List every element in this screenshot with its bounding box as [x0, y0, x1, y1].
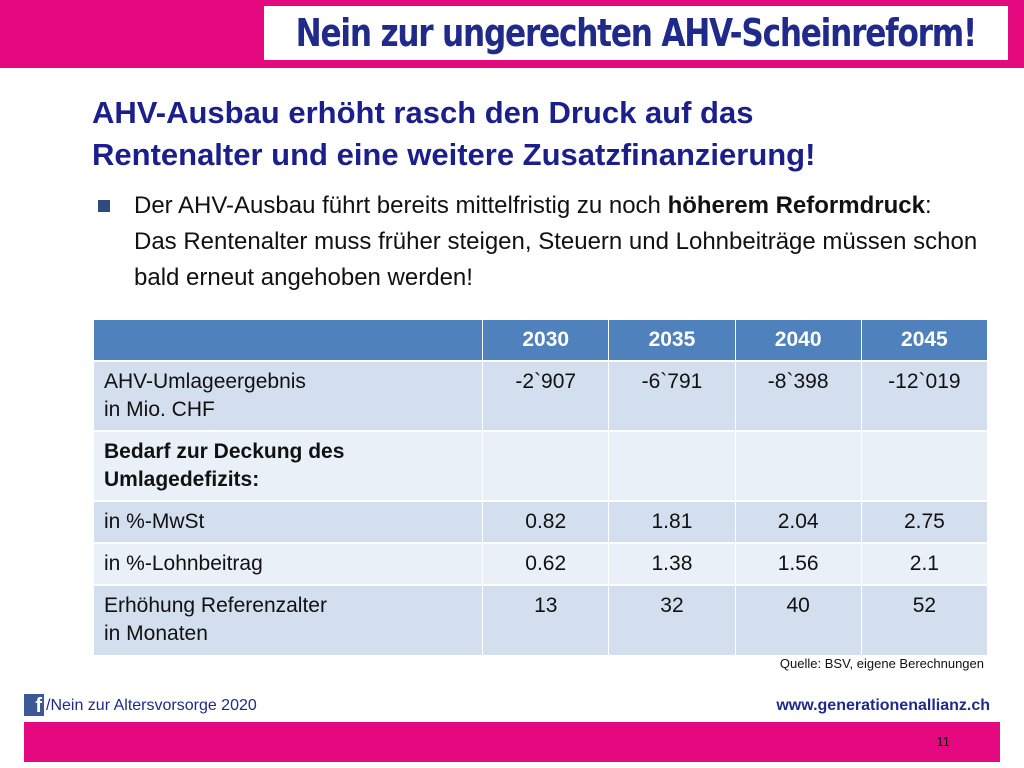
table-row [94, 585, 988, 655]
title-banner [264, 6, 1008, 60]
row-label [94, 431, 483, 501]
table-cell: 32 [609, 585, 735, 655]
table-cell [735, 431, 861, 501]
row-label-line-2: in Monaten [104, 622, 208, 645]
row-label [94, 585, 483, 655]
bottom-magenta-bar [24, 722, 1000, 762]
table-cell: 52 [861, 585, 987, 655]
table-cell: 2.1 [861, 543, 987, 585]
header-cell-2045: 2045 [861, 320, 987, 361]
table-cell: 1.38 [609, 543, 735, 585]
page-number: 11 [936, 734, 950, 749]
table-row [94, 501, 988, 543]
bullet-point [98, 188, 978, 296]
table-cell: -2`907 [483, 361, 609, 431]
table-cell: 0.82 [483, 501, 609, 543]
header-cell-2035: 2035 [609, 320, 735, 361]
table-cell [861, 431, 987, 501]
table-header-row [94, 320, 988, 361]
data-table [94, 320, 988, 655]
header-cell-empty [94, 320, 483, 361]
headline-line-2: Rentenalter und eine weitere Zusatzfinanzierung! [92, 137, 816, 172]
facebook-icon[interactable]: f [24, 694, 44, 716]
header-cell-2040: 2040 [735, 320, 861, 361]
table-cell: -8`398 [735, 361, 861, 431]
facebook-page-link[interactable]: /Nein zur Altersvorsorge 2020 [46, 697, 257, 714]
banner-title: Nein zur ungerechten AHV-Scheinreform! [295, 11, 977, 55]
table-row [94, 431, 988, 501]
bullet-text-part-1: Der AHV-Ausbau führt bereits mittelfristig zu noch [134, 192, 668, 219]
table-cell [483, 431, 609, 501]
table-cell [609, 431, 735, 501]
table-row [94, 361, 988, 431]
table-cell: 0.62 [483, 543, 609, 585]
row-label: in %-MwSt [94, 501, 483, 543]
row-label-line-1: Erhöhung Referenzalter [104, 594, 327, 617]
row-label-line-1: AHV-Umlageergebnis [104, 370, 306, 393]
website-link[interactable]: www.generationenallianz.ch [776, 697, 990, 714]
headline-line-1: AHV-Ausbau erhöht rasch den Druck auf das [92, 95, 754, 130]
table-cell: 1.81 [609, 501, 735, 543]
row-label-line-1: Bedarf zur Deckung des [104, 440, 345, 463]
table-cell: 1.56 [735, 543, 861, 585]
table-cell: 40 [735, 585, 861, 655]
table-cell: 13 [483, 585, 609, 655]
square-bullet-icon [98, 200, 110, 212]
bullet-text-part-2: : Das Rentenalter muss früher steigen, Steuern und Lohnbeiträge müssen schon bald erneut angehoben werden! [134, 192, 978, 291]
row-label [94, 361, 483, 431]
table-cell: -12`019 [861, 361, 987, 431]
table-cell: 2.75 [861, 501, 987, 543]
table-row [94, 543, 988, 585]
bullet-text [134, 188, 978, 296]
row-label: in %-Lohnbeitrag [94, 543, 483, 585]
bullet-text-bold: höherem Reformdruck [667, 192, 925, 219]
header-cell-2030: 2030 [483, 320, 609, 361]
row-label-line-2: Umlagedefizits: [104, 468, 260, 491]
slide-headline [92, 92, 992, 176]
table-cell: -6`791 [609, 361, 735, 431]
row-label-line-2: in Mio. CHF [104, 398, 215, 421]
source-note: Quelle: BSV, eigene Berechnungen [779, 656, 984, 671]
table-cell: 2.04 [735, 501, 861, 543]
